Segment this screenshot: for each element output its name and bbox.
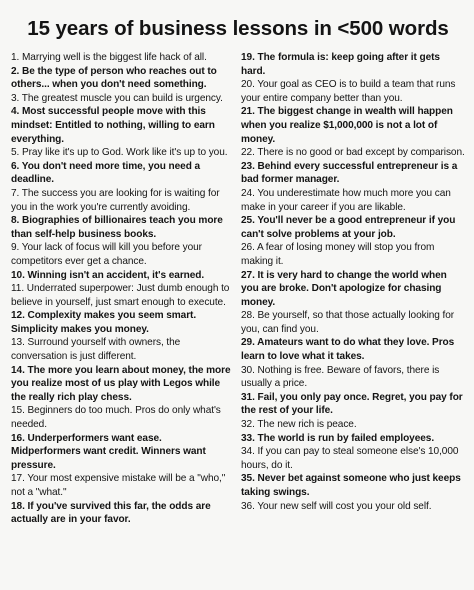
lesson-item: 11. Underrated superpower: Just dumb enough to believe in yourself, just smart enough to execute. xyxy=(11,283,230,308)
lesson-item: 8. Biographies of billionaires teach you more than self-help business books. xyxy=(11,215,223,240)
lesson-item: 34. If you can pay to steal someone else's 10,000 hours, do it. xyxy=(241,446,459,471)
lesson-item: 6. You don't need more time, you need a deadline. xyxy=(11,160,201,186)
lesson-item: 3. The greatest muscle you can build is urgency. xyxy=(11,92,223,104)
lesson-item: 15. Beginners do too much. Pros do only what's needed. xyxy=(11,405,221,431)
lesson-item: 22. There is no good or bad except by comparison. xyxy=(241,147,465,159)
lesson-item: 24. You underestimate how much more you can make in your career if you are likable. xyxy=(241,187,451,213)
lesson-item: 1. Marrying well is the biggest life hack of all. xyxy=(11,52,207,63)
lesson-item: 30. Nothing is free. Beware of favors, there is usually a price. xyxy=(241,364,440,390)
lesson-item: 19. The formula is: keep going after it gets hard. xyxy=(241,52,440,77)
lesson-item: 32. The new rich is peace. xyxy=(241,419,357,431)
lesson-item: 21. The biggest change in wealth will happen when you realize $1,000,000 is not a lot of money. xyxy=(241,106,453,145)
page-title: 15 years of business lessons in <500 words xyxy=(27,17,449,40)
lesson-columns xyxy=(11,51,465,527)
lesson-item: 10. Winning isn't an accident, it's earned. xyxy=(11,269,205,281)
lesson-item: 2. Be the type of person who reaches out to others... when you don't need something. xyxy=(11,65,217,91)
lesson-item: 36. Your new self will cost you your old self. xyxy=(241,500,432,512)
lesson-item: 26. A fear of losing money will stop you from making it. xyxy=(241,242,435,267)
left-column xyxy=(11,51,231,527)
lesson-item: 28. Be yourself, so that those actually looking for you, can find you. xyxy=(241,310,455,335)
lesson-item: 25. You'll never be a good entrepreneur if you can't solve problems at your job. xyxy=(241,215,456,240)
lesson-item: 27. It is very hard to change the world when you are broke. Don't apologize for chasing money. xyxy=(241,269,447,308)
lesson-item: 16. Underperformers want ease. Midperformers want credit. Winners want pressure. xyxy=(11,432,206,471)
lesson-item: 20. Your goal as CEO is to build a team that runs your entire company better than you. xyxy=(241,79,456,104)
lesson-item: 7. The success you are looking for is waiting for you in the work you're currently avoiding. xyxy=(11,187,220,213)
lesson-item: 33. The world is run by failed employees. xyxy=(241,432,435,444)
lesson-item: 12. Complexity makes you seem smart. Simplicity makes you money. xyxy=(11,310,197,335)
lesson-item: 13. Surround yourself with owners, the conversation is just different. xyxy=(11,337,181,363)
lesson-item: 18. If you've survived this far, the odds are actually are in your favor. xyxy=(11,500,211,526)
lesson-item: 14. The more you learn about money, the more you realize most of us play with Legos while the really rich play chess. xyxy=(11,364,231,403)
lesson-item: 5. Pray like it's up to God. Work like it's up to you. xyxy=(11,147,228,159)
lesson-item: 29. Amateurs want to do what they love. Pros learn to love what it takes. xyxy=(241,337,455,363)
lesson-item: 35. Never bet against someone who just keeps taking swings. xyxy=(241,473,461,498)
lesson-item: 31. Fail, you only pay once. Regret, you pay for the rest of your life. xyxy=(241,391,463,417)
lesson-item: 17. Your most expensive mistake will be a "who," not a "what." xyxy=(11,473,226,498)
lesson-item: 9. Your lack of focus will kill you before your competitors ever get a chance. xyxy=(11,242,202,267)
lesson-item: 23. Behind every successful entrepreneur is a bad former manager. xyxy=(241,160,458,186)
right-column xyxy=(241,51,465,527)
lesson-item: 4. Most successful people move with this mindset: Entitled to nothing, willing to earn everything. xyxy=(11,106,215,145)
